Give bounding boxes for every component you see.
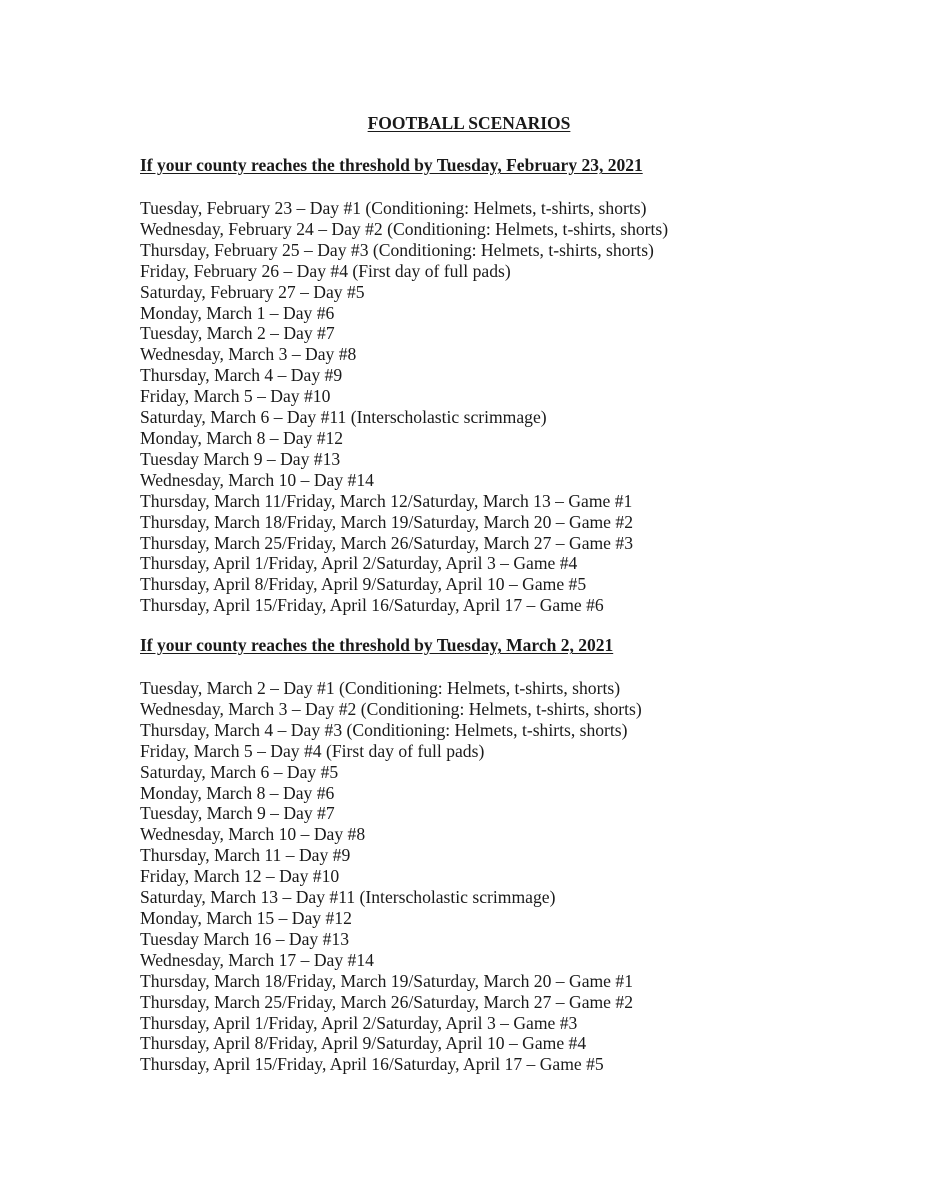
schedule-line: Thursday, April 1/Friday, April 2/Saturday, April 3 – Game #3 <box>140 1012 578 1033</box>
schedule-line: Thursday, April 8/Friday, April 9/Saturday, April 10 – Game #5 <box>140 574 587 595</box>
schedule-line: Friday, March 5 – Day #10 <box>140 386 331 407</box>
schedule-line: Tuesday, February 23 – Day #1 (Conditioning: Helmets, t-shirts, shorts) <box>140 198 647 218</box>
schedule-line: Wednesday, March 3 – Day #2 (Conditioning: Helmets, t-shirts, shorts) <box>140 698 642 719</box>
schedule-line: Thursday, March 25/Friday, March 26/Saturday, March 27 – Game #3 <box>140 532 633 553</box>
schedule-line: Monday, March 8 – Day #6 <box>140 782 335 803</box>
schedule-line: Wednesday, March 10 – Day #8 <box>140 824 366 845</box>
schedule-line: Thursday, March 18/Friday, March 19/Saturday, March 20 – Game #2 <box>140 511 633 532</box>
schedule-line: Wednesday, March 3 – Day #8 <box>140 344 357 365</box>
schedule-line: Tuesday, March 2 – Day #7 <box>140 323 335 344</box>
schedule-line: Thursday, March 18/Friday, March 19/Saturday, March 20 – Game #1 <box>140 970 633 991</box>
schedule-line: Thursday, April 15/Friday, April 16/Saturday, April 17 – Game #6 <box>140 595 604 616</box>
schedule-line: Thursday, April 8/Friday, April 9/Saturday, April 10 – Game #4 <box>140 1033 587 1054</box>
schedule-line: Saturday, March 6 – Day #5 <box>140 761 339 782</box>
schedule-line: Monday, March 1 – Day #6 <box>140 302 335 323</box>
schedule-line: Tuesday March 9 – Day #13 <box>140 448 341 469</box>
scenario-heading-2: If your county reaches the threshold by Tuesday, March 2, 2021 <box>140 635 614 655</box>
schedule-line: Friday, March 12 – Day #10 <box>140 866 340 887</box>
schedule-line: Thursday, February 25 – Day #3 (Conditioning: Helmets, t-shirts, shorts) <box>140 239 654 260</box>
schedule-line: Thursday, March 25/Friday, March 26/Saturday, March 27 – Game #2 <box>140 991 633 1012</box>
schedule-list-1 <box>140 198 900 616</box>
schedule-line: Thursday, March 11/Friday, March 12/Saturday, March 13 – Game #1 <box>140 490 633 511</box>
schedule-line: Wednesday, March 10 – Day #14 <box>140 469 374 490</box>
schedule-line: Monday, March 15 – Day #12 <box>140 907 352 928</box>
schedule-line: Thursday, March 4 – Day #9 <box>140 365 343 386</box>
schedule-line: Friday, February 26 – Day #4 (First day of full pads) <box>140 260 511 281</box>
schedule-line: Monday, March 8 – Day #12 <box>140 427 344 448</box>
schedule-line: Wednesday, February 24 – Day #2 (Conditioning: Helmets, t-shirts, shorts) <box>140 218 669 239</box>
schedule-line: Thursday, April 15/Friday, April 16/Saturday, April 17 – Game #5 <box>140 1054 604 1075</box>
schedule-line: Thursday, April 1/Friday, April 2/Saturday, April 3 – Game #4 <box>140 553 578 574</box>
schedule-line: Friday, March 5 – Day #4 (First day of full pads) <box>140 740 485 761</box>
scenario-section-1 <box>140 153 900 616</box>
schedule-list-2 <box>140 678 900 1075</box>
scenario-section-2 <box>140 633 900 1075</box>
schedule-line: Saturday, March 13 – Day #11 (Interscholastic scrimmage) <box>140 887 556 908</box>
document-title: FOOTBALL SCENARIOS <box>367 113 571 133</box>
schedule-line: Tuesday, March 9 – Day #7 <box>140 803 335 824</box>
schedule-line: Saturday, February 27 – Day #5 <box>140 281 365 302</box>
schedule-line: Saturday, March 6 – Day #11 (Interscholastic scrimmage) <box>140 407 547 428</box>
schedule-line: Wednesday, March 17 – Day #14 <box>140 949 374 970</box>
scenario-heading-1: If your county reaches the threshold by Tuesday, February 23, 2021 <box>140 155 643 175</box>
schedule-line: Thursday, March 4 – Day #3 (Conditioning: Helmets, t-shirts, shorts) <box>140 719 628 740</box>
schedule-line: Tuesday, March 2 – Day #1 (Conditioning: Helmets, t-shirts, shorts) <box>140 678 621 698</box>
schedule-line: Tuesday March 16 – Day #13 <box>140 928 349 949</box>
schedule-line: Thursday, March 11 – Day #9 <box>140 845 351 866</box>
